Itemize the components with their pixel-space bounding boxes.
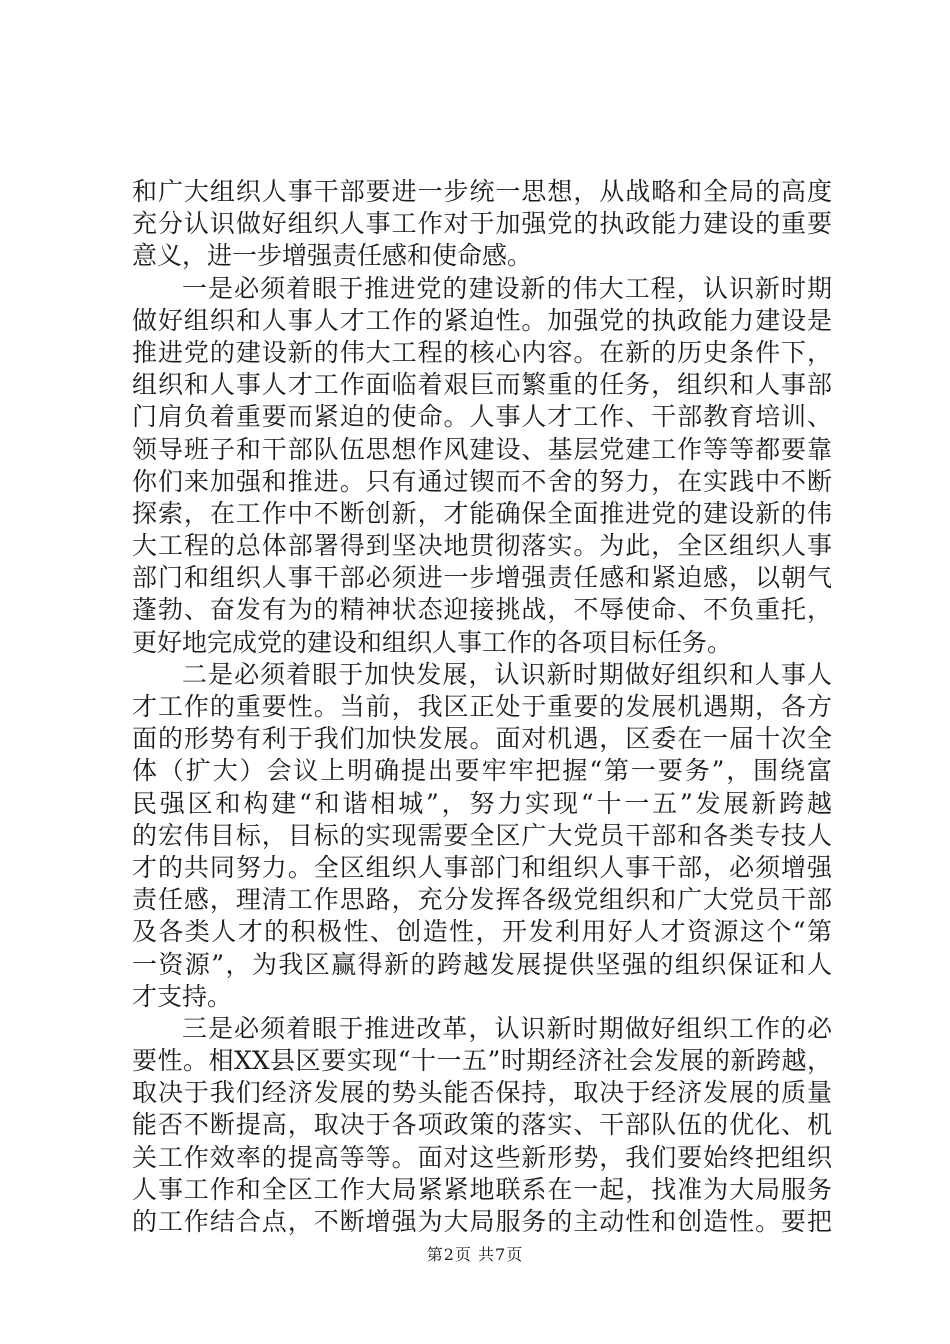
text-line: 做好组织和人事人才工作的紧迫性。加强党的执政能力建设是 [132, 305, 832, 335]
text-line: 三是必须着眼于推进改革，认识新时期做好组织工作的必 [182, 1013, 832, 1043]
text-line: 和广大组织人事干部要进一步统一思想，从战略和全局的高度 [132, 177, 832, 206]
text-line: 门肩负着重要而紧迫的使命。人事人才工作、干部教育培训、 [132, 402, 832, 432]
text-line: 二是必须着眼于加快发展，认识新时期做好组织和人事人 [182, 659, 832, 689]
text-line: 才工作的重要性。当前，我区正处于重要的发展机遇期，各方 [132, 692, 832, 721]
text-line: 一资源”，为我区赢得新的跨越发展提供坚强的组织保证和人 [132, 949, 832, 979]
text-line: 民强区和构建“和谐相城”，努力实现“十一五”发展新跨越 [132, 788, 832, 818]
text-line: 推进党的建设新的伟大工程的核心内容。在新的历史条件下， [132, 337, 832, 367]
text-line: 面的形势有利于我们加快发展。面对机遇，区委在一届十次全 [132, 724, 832, 754]
text-line: 体（扩大）会议上明确提出要牢牢把握“第一要务”，围绕富 [132, 756, 832, 786]
text-line: 探索，在工作中不断创新，才能确保全面推进党的建设新的伟 [132, 498, 832, 528]
text-line: 取决于我们经济发展的势头能否保持，取决于经济发展的质量 [132, 1078, 832, 1108]
text-line: 组织和人事人才工作面临着艰巨而繁重的任务，组织和人事部 [132, 370, 832, 400]
text-line: 才支持。 [132, 981, 233, 1011]
text-line: 意义，进一步增强责任感和使命感。 [132, 241, 533, 271]
text-line: 充分认识做好组织人事工作对于加强党的执政能力建设的重要 [132, 209, 832, 239]
text-line: 一是必须着眼于推进党的建设新的伟大工程，认识新时期 [182, 273, 832, 303]
text-line: 的工作结合点，不断增强为大局服务的主动性和创造性。要把 [132, 1207, 832, 1236]
text-line: 领导班子和干部队伍思想作风建设、基层党建工作等等都要靠 [132, 434, 832, 464]
text-line: 要性。相XX县区要实现“十一五”时期经济社会发展的新跨越， [132, 1046, 832, 1076]
text-line: 的宏伟目标，目标的实现需要全区广大党员干部和各类专技人 [132, 820, 832, 850]
text-line: 关工作效率的提高等等。面对这些新形势，我们要始终把组织 [132, 1142, 832, 1172]
text-line: 你们来加强和推进。只有通过锲而不舍的努力，在实践中不断 [132, 466, 832, 496]
page-footer: 第2页 共7页 [426, 1245, 524, 1264]
text-line: 蓬勃、奋发有为的精神状态迎接挑战，不辱使命、不负重托， [132, 595, 832, 625]
text-line: 责任感，理清工作思路，充分发挥各级党组织和广大党员干部 [132, 885, 832, 915]
document-body [132, 176, 832, 1238]
text-line: 才的共同努力。全区组织人事部门和组织人事干部，必须增强 [132, 852, 832, 882]
text-line: 大工程的总体部署得到坚决地贯彻落实。为此，全区组织人事 [132, 531, 832, 561]
text-line: 人事工作和全区工作大局紧紧地联系在一起，找准为大局服务 [132, 1174, 832, 1204]
text-line: 及各类人才的积极性、创造性，开发利用好人才资源这个“第 [132, 917, 832, 947]
text-line: 部门和组织人事干部必须进一步增强责任感和紧迫感，以朝气 [132, 563, 832, 593]
text-line: 更好地完成党的建设和组织人事工作的各项目标任务。 [132, 627, 733, 657]
text-line: 能否不断提高，取决于各项政策的落实、干部队伍的优化、机 [132, 1110, 832, 1140]
